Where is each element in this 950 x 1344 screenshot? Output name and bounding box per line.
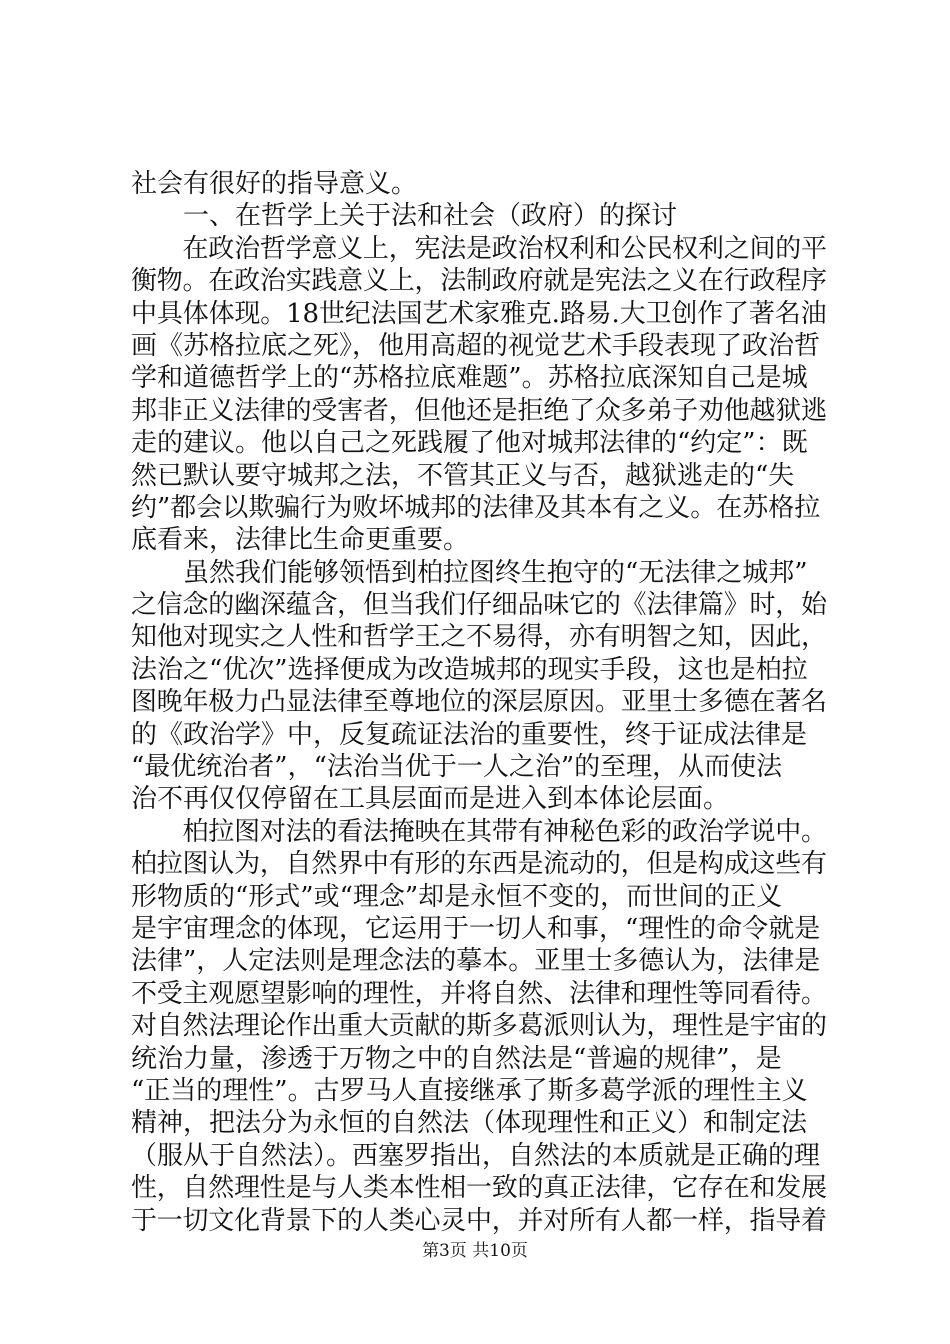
text-line: 性，自然理性是与人类本性相一致的真正法律，它存在和发展 — [131, 1173, 827, 1204]
text-line: “最优统治者”，“法治当优于一人之治”的至理，从而使法 — [131, 752, 783, 783]
text-line: 对自然法理论作出重大贡献的斯多葛派则认为，理性是宇宙的 — [131, 1011, 827, 1042]
text-line: 画《苏格拉底之死》，他用高超的视觉艺术手段表现了政治哲 — [131, 330, 821, 361]
text-line: 统治力量，渗透于万物之中的自然法是“普遍的规律”，是 — [131, 1043, 782, 1074]
body-text — [131, 168, 827, 1237]
text-line: 柏拉图认为，自然界中有形的东西是流动的，但是构成这些有 — [131, 849, 827, 880]
text-line: 在政治哲学意义上，宪法是政治权利和公民权利之间的平 — [131, 233, 827, 264]
text-line: 法治之“优次”选择便成为改造城邦的现实手段，这也是柏拉 — [131, 654, 808, 685]
text-line: 约”都会以欺骗行为败坏城邦的法律及其本有之义。在苏格拉 — [131, 492, 821, 523]
text-line: 之信念的幽深蕴含，但当我们仔细品味它的《法律篇》时，始 — [131, 590, 827, 621]
text-line: 图晚年极力凸显法律至尊地位的深层原因。亚里士多德在著名 — [131, 687, 827, 718]
text-line: “正当的理性”。古罗马人直接继承了斯多葛学派的理性主义 — [131, 1075, 808, 1106]
text-line: 治不再仅仅停留在工具层面而是进入到本体论层面。 — [131, 784, 730, 815]
text-line: 社会有很好的指导意义。 — [131, 169, 418, 199]
text-line: 学和道德哲学上的“苏格拉底难题”。苏格拉底深知自己是城 — [131, 363, 808, 394]
text-line: 精神，把法分为永恒的自然法（体现理性和正义）和制定法 — [131, 1108, 808, 1139]
text-line: 的《政治学》中，反复疏证法治的重要性，终于证成法律是 — [131, 719, 808, 750]
text-line: 中具体体现。18世纪法国艺术家雅克.路易.大卫创作了著名油 — [131, 298, 827, 329]
text-line: 知他对现实之人性和哲学王之不易得，亦有明智之知，因此， — [131, 622, 827, 653]
text-line: 虽然我们能够领悟到柏拉图终生抱守的“无法律之城邦” — [131, 557, 808, 588]
text-line: 然已默认要守城邦之法，不管其正义与否，越狱逃走的“失 — [131, 460, 795, 491]
text-line: 底看来，法律比生命更重要。 — [131, 525, 470, 556]
text-line: 法律”，人定法则是理念法的摹本。亚里士多德认为，法律是 — [131, 946, 821, 977]
text-line: （服从于自然法）。西塞罗指出，自然法的本质就是正确的理 — [131, 1140, 821, 1171]
text-line: 邦非正义法律的受害者，但他还是拒绝了众多弟子劝他越狱逃 — [131, 395, 827, 426]
text-line: 于一切文化背景下的人类心灵中，并对所有人都一样，指导着 — [131, 1205, 827, 1236]
text-line: 是宇宙理念的体现，它运用于一切人和事，“理性的命令就是 — [131, 913, 821, 944]
text-line: 柏拉图对法的看法掩映在其带有神秘色彩的政治学说中。 — [131, 816, 827, 847]
text-line: 形物质的“形式”或“理念”却是永恒不变的，而世间的正义 — [131, 881, 783, 912]
text-line: 衡物。在政治实践意义上，法制政府就是宪法之义在行政程序 — [131, 266, 827, 297]
page-footer: 第3页 共10页 — [422, 1241, 528, 1261]
text-line: 不受主观愿望影响的理性，并将自然、法律和理性等同看待。 — [131, 978, 827, 1009]
text-line: 一、在哲学上关于法和社会（政府）的探讨 — [131, 201, 678, 232]
text-line: 走的建议。他以自己之死践履了他对城邦法律的“约定”：既 — [131, 428, 808, 459]
